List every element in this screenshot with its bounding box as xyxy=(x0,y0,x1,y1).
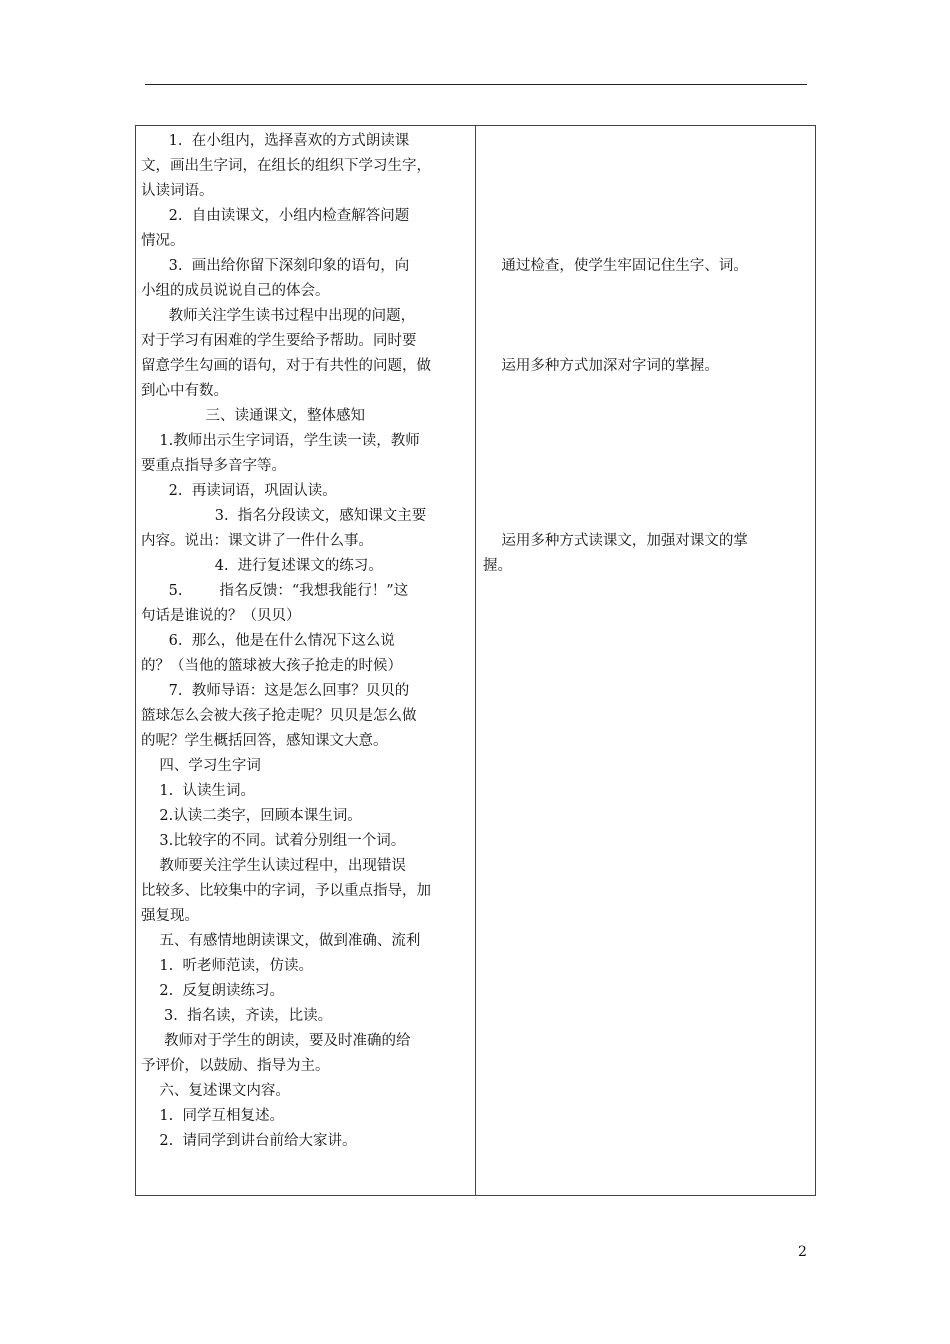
section-heading: 三、读通课文，整体感知 xyxy=(141,408,366,424)
text-line: 1. 同学互相复述。 xyxy=(141,1108,284,1124)
text-line: 的？（当他的篮球被大孩子抢走的时候） xyxy=(141,658,402,674)
text-line: 3. 指名分段读文，感知课文主要 xyxy=(141,508,427,524)
text-line: 1. 在小组内，选择喜欢的方式朗读课 xyxy=(141,133,410,149)
text-line: 比较多、比较集中的字词，予以重点指导，加 xyxy=(141,883,431,899)
text-line: 文，画出生字词，在组长的组织下学习生字， xyxy=(141,158,431,174)
text-line: 教师要关注学生认读过程中，出现错误 xyxy=(141,858,406,874)
text-line: 2. 请同学到讲台前给大家讲。 xyxy=(141,1133,357,1149)
text-line: 3. 画出给你留下深刻印象的语句，向 xyxy=(141,258,410,274)
text-line: 句话是谁说的？（贝贝） xyxy=(141,608,301,624)
text-line: 对于学习有困难的学生要给予帮助。同时要 xyxy=(141,333,417,349)
page-number: 2 xyxy=(798,1244,807,1260)
text-line: 的呢？学生概括回答，感知课文大意。 xyxy=(141,733,388,749)
text-line: 要重点指导多音字等。 xyxy=(141,458,286,474)
text-line: 3.比较字的不同。试着分别组一个词。 xyxy=(141,833,406,849)
section-heading: 六、复述课文内容。 xyxy=(141,1083,290,1099)
text-line: 5. 指名反馈：“我想我能行！”这 xyxy=(141,583,409,599)
text-line: 2. 自由读课文，小组内检查解答问题 xyxy=(141,208,410,224)
text-line: 2. 再读词语，巩固认读。 xyxy=(141,483,337,499)
text-line: 情况。 xyxy=(141,233,185,249)
text-line: 2. 反复朗读练习。 xyxy=(141,983,284,999)
text-line: 篮球怎么会被大孩子抢走呢？贝贝是怎么做 xyxy=(141,708,417,724)
text-line: 4. 进行复述课文的练习。 xyxy=(141,558,383,574)
text-line: 教师对于学生的朗读，要及时准确的给 xyxy=(141,1033,411,1049)
text-line: 握。 xyxy=(483,558,512,574)
text-line: 运用多种方式读课文，加强对课文的掌 xyxy=(483,533,748,549)
column-divider xyxy=(475,126,476,1195)
text-line: 7. 教师导语：这是怎么回事？贝贝的 xyxy=(141,683,410,699)
text-line: 教师关注学生读书过程中出现的问题， xyxy=(141,308,416,324)
text-line: 强复现。 xyxy=(141,908,199,924)
text-line: 运用多种方式加深对字词的掌握。 xyxy=(483,358,719,374)
text-line: 到心中有数。 xyxy=(141,383,228,399)
text-line: 1. 听老师范读，仿读。 xyxy=(141,958,313,974)
header-rule xyxy=(145,84,807,85)
text-line: 通过检查，使学生牢固记住生字、词。 xyxy=(483,258,748,274)
text-line: 6. 那么，他是在什么情况下这么说 xyxy=(141,633,395,649)
text-line: 小组的成员说说自己的体会。 xyxy=(141,283,330,299)
text-line: 1. 认读生词。 xyxy=(141,783,255,799)
text-line: 3. 指名读，齐读，比读。 xyxy=(141,1008,333,1024)
text-line: 予评价，以鼓励、指导为主。 xyxy=(141,1058,330,1074)
text-line: 留意学生勾画的语句，对于有共性的问题，做 xyxy=(141,358,431,374)
text-line: 内容。说出：课文讲了一件什么事。 xyxy=(141,533,373,549)
section-heading: 四、学习生字词 xyxy=(141,758,261,774)
section-heading: 五、有感情地朗读课文，做到准确、流利 xyxy=(141,933,421,949)
lesson-plan-table xyxy=(135,125,816,1196)
text-line: 1.教师出示生字词语，学生读一读，教师 xyxy=(141,433,420,449)
text-line: 认读词语。 xyxy=(141,183,214,199)
text-line: 2.认读二类字，回顾本课生词。 xyxy=(141,808,362,824)
